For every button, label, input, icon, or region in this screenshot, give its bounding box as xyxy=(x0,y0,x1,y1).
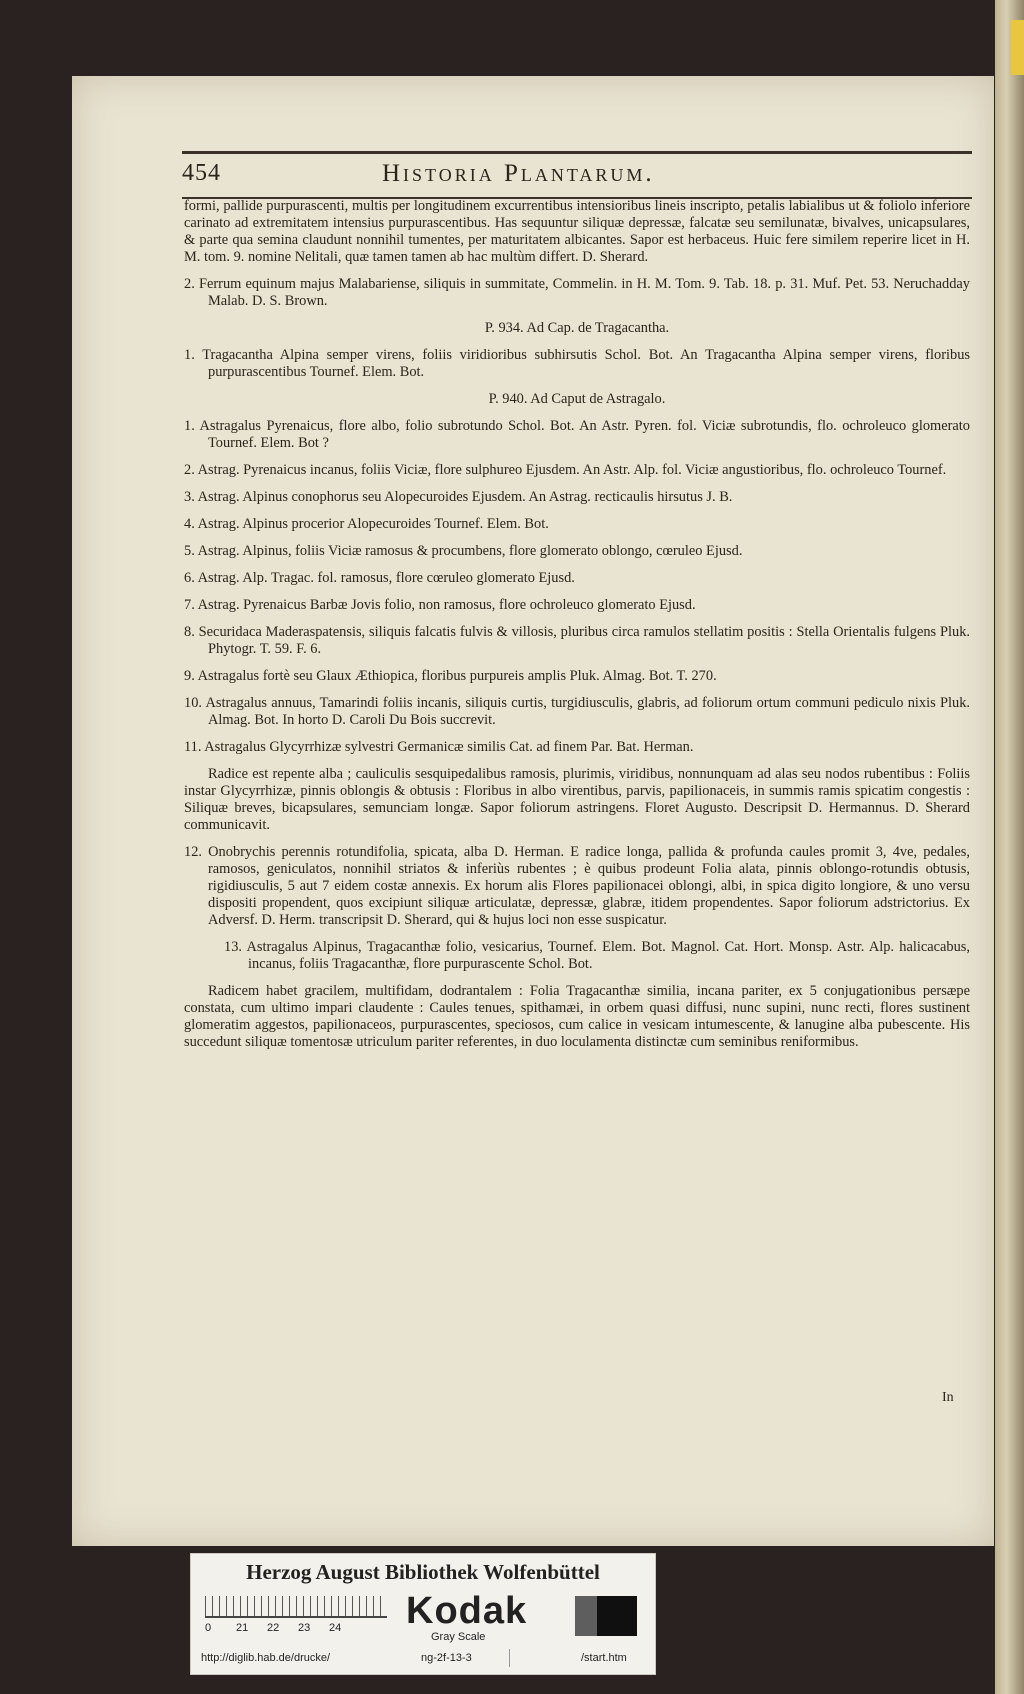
entry-onobrychis-12: 12. Onobrychis perennis rotundifolia, spicata, alba D. Herman. E radice longa, pallida & profunda caules promit 3, 4ve, pedales, ramosos, geniculatos, nonnihil striatos & inferiùs rubentes ; è quibus prodeunt Folia alata, pinnis oblongo-rotundis obtusis, rigidiusculis, 5 aut 7 eidem costæ annexis. Ex horum alis Flores papilionacei oblongi, albi, in spica digito longiore, & uno versu dispositi propendent, quos excipiunt siliquæ articulatæ, depressæ, glabræ, itidem propendentes. Sapor foliorum adstrictorius. Ex Adversf. D. Herm. transcripsit D. Sherard, qui & hujus loci non esse suspicatur. xyxy=(184,844,970,928)
ruler-number: 24 xyxy=(329,1622,342,1634)
entry-astragalus-11: 11. Astragalus Glycyrrhizæ sylvestri Germanicæ similis Cat. ad finem Par. Bat. Herman. xyxy=(184,739,694,755)
shelfmark: ng-2f-13-3 xyxy=(421,1652,472,1664)
ruler-number: 0 xyxy=(205,1622,212,1634)
library-name: Herzog August Bibliothek Wolfenbüttel xyxy=(246,1560,600,1584)
entry-astragalus-6: 6. Astrag. Alp. Tragac. fol. ramosus, flore cœruleo glomerato Ejusd. xyxy=(184,570,575,586)
entry-astragalus-5: 5. Astrag. Alpinus, foliis Viciæ ramosus & procumbens, flore glomerato oblongo, cœruleo Ejusd. xyxy=(184,543,743,559)
ruler-number: 21 xyxy=(236,1622,249,1634)
entry-astragalus-1: 1. Astragalus Pyrenaicus, flore albo, folio subrotundo Schol. Bot. An Astr. Pyren. fol. Viciæ subrotundis, flo. ochroleuco glomerato Tournef. Elem. Bot ? xyxy=(184,418,970,451)
separator xyxy=(509,1649,510,1667)
paragraph-radicem: Radicem habet gracilem, multifidam, dodrantalem : Folia Tragacanthæ similia, incana pariter, ex 5 conjugationibus persæpe constata, cum ultimo impari claudente : Caules tenues, spithamæi, in orbem quasi diffusi, nunc supini, nunc recti, flores sustinent glomeratim aggestos, papilionaceos, purpurascentes, speciosos, cum calice in vesicam intumescente, & lanugine alba pubescente. His succedunt siliquæ tomentosæ utriculum pariter referentes, in duo loculamenta distinctæ cum seminibus reniformibus. xyxy=(184,983,970,1050)
gray-scale-label: Gray Scale xyxy=(431,1631,486,1643)
section-heading-tragacantha: P. 934. Ad Cap. de Tragacantha. xyxy=(484,320,670,336)
running-title: Historia Plantarum. xyxy=(382,160,655,187)
entry-astragalus-2: 2. Astrag. Pyrenaicus incanus, foliis Viciæ, flore sulphureo Ejusdem. An Astr. Alp. fol. Viciæ angustioribus, flo. ochroleuco Tournef. xyxy=(184,462,947,478)
page-text xyxy=(184,198,970,1061)
entry-astragalus-10: 10. Astragalus annuus, Tamarindi foliis incanis, siliquis curtis, turgidiusculis, glabris, ad foliorum ortum communi pediculo nixis Pluk. Almag. Bot. In horto D. Caroli Du Bois succrevit. xyxy=(184,695,970,728)
intro-paragraph: formi, pallide purpurascenti, multis per longitudinem excurrentibus intensioribus lineis inscripto, petalis labialibus ut & foliolo inferiore carinato ad extremitatem intensius purpurascentibus. Has sequuntur siliquæ depressæ, falcatæ seu semilunatæ, bivalves, unicapsulares, & parte qua semina claudunt nonnihil tumentes, per maturitatem albicantes. Sapor est herbaceus. Huic fere similem reperire licet in H. M. tom. 9. nomine Nelitali, quæ tamen tamen ab hac multùm differt. D. Sherard. xyxy=(184,198,970,265)
ruler-number: 23 xyxy=(298,1622,311,1634)
bookmark-tab xyxy=(1011,20,1024,75)
entry-astragalus-8: 8. Securidaca Maderaspatensis, siliquis falcatis fulvis & villosis, pluribus circa ramulos stellatim positis : Stella Orientalis fulgens Pluk. Phytogr. T. 59. F. 6. xyxy=(184,624,970,657)
start-link-text: /start.htm xyxy=(581,1652,627,1664)
library-color-card xyxy=(190,1553,656,1675)
black-swatch xyxy=(597,1596,637,1636)
ruler-numbers xyxy=(205,1622,395,1634)
entry-astragalus-3: 3. Astrag. Alpinus conophorus seu Alopecuroides Ejusdem. An Astrag. recticaulis hirsutus J. B. xyxy=(184,489,733,505)
entry-ferrum: 2. Ferrum equinum majus Malabariense, siliquis in summitate, Commelin. in H. M. Tom. 9. Tab. 18. p. 31. Muf. Pet. 53. Neruchadday Malab. D. S. Brown. xyxy=(184,276,970,309)
entry-astragalus-9: 9. Astragalus fortè seu Glaux Æthiopica, floribus purpureis amplis Pluk. Almag. Bot. T. 270. xyxy=(184,668,717,684)
kodak-logo: Kodak xyxy=(406,1590,528,1632)
entry-tragacantha: 1. Tragacantha Alpina semper virens, foliis viridioribus subhirsutis Schol. Bot. An Tragacantha Alpina semper virens, floribus purpurascentibus Tournef. Elem. Bot. xyxy=(184,347,970,380)
ruler-number: 22 xyxy=(267,1622,280,1634)
library-url: http://diglib.hab.de/drucke/ xyxy=(201,1652,331,1664)
top-rule xyxy=(182,151,972,154)
section-heading-astragalo: P. 940. Ad Caput de Astragalo. xyxy=(488,391,666,407)
gray-swatch xyxy=(575,1596,597,1636)
paragraph-radice: Radice est repente alba ; cauliculis sesquipedalibus ramosis, plurimis, viridibus, nonnunquam ad alas seu nodos rubentibus : Foliis instar Glycyrrhizæ, pinnis oblongis & obtusis : Floribus in albo virentibus, parvis, papilionaceis, in summis ramis spicatim congestis : Siliquæ breves, bicapsulares, semunciam longæ. Sapor foliorum astringens. Floret Augusto. Descripsit D. Hermannus. D. Sherard communicavit. xyxy=(184,766,970,833)
entry-astragalus-4: 4. Astrag. Alpinus procerior Alopecuroides Tournef. Elem. Bot. xyxy=(184,516,549,532)
page-number: 454 xyxy=(182,160,221,186)
book-page xyxy=(72,76,994,1546)
scale-ruler xyxy=(205,1596,387,1618)
adjacent-page-edge xyxy=(995,0,1024,1694)
catchword: In xyxy=(942,1390,954,1405)
entry-astragalus-13: 13. Astragalus Alpinus, Tragacanthæ folio, vesicarius, Tournef. Elem. Bot. Magnol. Cat. Hort. Monsp. Astr. Alp. halicacabus, incanus, foliis Tragacanthæ, flore purpurascente Schol. Bot. xyxy=(224,939,970,972)
entry-astragalus-7: 7. Astrag. Pyrenaicus Barbæ Jovis folio, non ramosus, flore ochroleuco glomerato Ejusd. xyxy=(184,597,696,613)
